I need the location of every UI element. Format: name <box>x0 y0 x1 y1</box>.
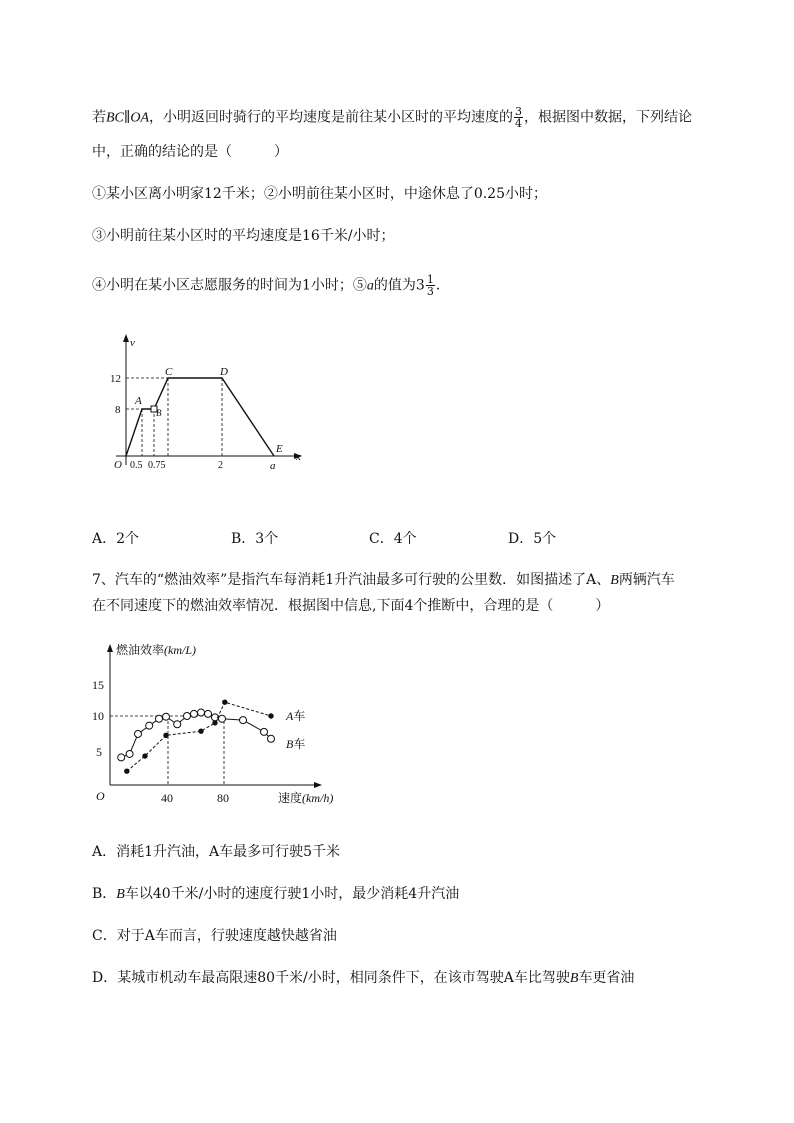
q6-statement-3: ③小明前往某小区时的平均速度是16千米/小时； <box>92 228 395 244</box>
q7-series-b-point <box>240 717 247 724</box>
q6-point-e-label: E <box>276 443 283 455</box>
q6-x-label: x <box>296 451 301 463</box>
q6-option-c-letter: C． <box>369 531 394 547</box>
q6-statement-1-2: ①某小区离小明家12千米；②小明前往某小区时，中途休息了0.25小时； <box>92 186 547 202</box>
q6-point-a-label: A <box>135 395 142 407</box>
q6-point-c-label: C <box>165 366 173 378</box>
q7-ytick-5: 5 <box>96 745 102 759</box>
q7-car-b-label <box>286 737 305 751</box>
q6-ytick-12: 12 <box>110 373 121 385</box>
q7-car-a-var: A <box>286 709 294 723</box>
q7-option-c[interactable]: C．对于A车而言，行驶速度越快越省油 <box>92 928 337 944</box>
q7-option-b-text: 车以40千米/小时的速度行驶1小时，最少消耗4升汽油 <box>124 886 460 902</box>
q7-series-a-point <box>213 721 217 725</box>
q6-stem-line1 <box>92 106 692 129</box>
q6-frac2-den: 3 <box>426 285 434 298</box>
q6-option-d[interactable] <box>508 529 556 549</box>
q7-x-arrow <box>314 782 322 788</box>
q7-series-b-point <box>219 715 226 722</box>
q7-x-label <box>278 790 333 805</box>
q7-y-arrow <box>107 644 113 652</box>
q7-series-b-point <box>118 754 125 761</box>
q7-series-b-line <box>121 713 271 758</box>
q6-xtick-2: 2 <box>218 460 223 471</box>
q7-option-d-text-a: D．某城市机动车最高限速80千米/小时，相同条件下，在该市驾驶A车比驾驶 <box>92 970 570 986</box>
q7-series-b-point <box>163 713 170 720</box>
q6-statement4-var: a <box>366 278 374 294</box>
q6-bc: BC <box>106 110 124 126</box>
q6-statement4-value: 的值为3 <box>373 277 425 294</box>
q6-stem-line2: 中，正确的结论的是（ ） <box>92 144 288 160</box>
q7-option-b-letter: B． <box>92 886 117 902</box>
q7-series-b-point <box>156 715 163 722</box>
q7-series-a-point <box>125 769 129 773</box>
q7-x-label-unit: (km/h) <box>302 791 334 805</box>
q6-option-b-letter: B． <box>231 531 256 547</box>
q7-option-b[interactable] <box>92 884 459 905</box>
q7-x-label-cn: 速度 <box>278 791 303 805</box>
q7-series-a-point <box>269 714 273 718</box>
q7-series-b-point <box>198 709 205 716</box>
q6-statement4-end: ． <box>435 277 450 294</box>
q7-series-b-point <box>268 735 275 742</box>
q7-stem-var-b: B <box>610 573 619 588</box>
q6-oa: OA <box>130 110 150 126</box>
q7-series-b-point <box>261 728 268 735</box>
q7-series-b-point <box>126 750 133 757</box>
q6-option-c-text: 4个 <box>393 531 417 547</box>
q6-option-a[interactable] <box>92 529 139 549</box>
q7-xtick-40: 40 <box>161 791 173 805</box>
q7-series-a-point <box>223 700 227 704</box>
q7-fuel-efficiency-chart <box>92 640 362 810</box>
q6-xtick-0.75: 0.75 <box>148 460 166 471</box>
q7-y-label-cn: 燃油效率 <box>116 643 165 657</box>
q6-ytick-8: 8 <box>115 404 121 416</box>
q7-stem-text-c: 两辆汽车 <box>618 572 675 588</box>
q6-stem-part2: ，小明返回时骑行的平均速度是前往某小区时的平均速度的 <box>149 109 514 126</box>
q7-car-b-var: B <box>286 737 294 751</box>
q6-stem-part3: ，根据图中数据，下列结论 <box>524 109 693 126</box>
q7-series-b-point <box>174 721 181 728</box>
q6-y-arrow <box>123 334 129 342</box>
q7-series-a-point <box>143 754 147 758</box>
q7-series-b-point <box>146 722 153 729</box>
q7-stem-line1 <box>92 570 675 591</box>
q7-y-label-unit: (km/L) <box>164 643 197 657</box>
q6-point-b-label: B <box>156 408 162 418</box>
q7-series-a-point <box>199 729 203 733</box>
q6-option-c[interactable] <box>369 529 417 549</box>
q6-option-d-text: 5个 <box>533 531 557 547</box>
q7-car-a-label <box>285 709 305 723</box>
q6-frac2-num: 1 <box>426 273 434 286</box>
q6-graph-line <box>126 378 274 456</box>
q7-series-a-point <box>164 733 168 737</box>
q7-ytick-15: 15 <box>92 678 104 692</box>
q7-y-label <box>116 642 196 657</box>
q7-series-b-point <box>205 710 212 717</box>
q6-fraction-3-4 <box>514 106 523 129</box>
q6-option-b-text: 3个 <box>255 531 279 547</box>
q7-series-b-point <box>184 713 191 720</box>
q6-stem-part1: 若 <box>92 109 106 126</box>
q6-frac-num: 3 <box>515 105 523 118</box>
q6-option-a-letter: A． <box>92 531 117 547</box>
q6-parallel-symbol: ∥ <box>123 109 131 126</box>
q7-stem-line2: 在不同速度下的燃油效率情况．根据图中信息,下面4个推断中，合理的是（ ） <box>92 598 610 614</box>
q7-option-a[interactable]: A．消耗1升汽油，A车最多可行驶5千米 <box>92 844 341 860</box>
q7-option-d-text-b: 车更省油 <box>578 970 635 986</box>
q6-frac-den: 4 <box>515 117 523 130</box>
q6-option-a-text: 2个 <box>116 531 140 547</box>
q7-car-a-cn: 车 <box>293 709 306 723</box>
q7-stem-text-a: 7、汽车的“燃油效率”是指汽车每消耗1升汽油最多可行驶的公里数．如图描述了A <box>92 572 597 588</box>
q6-graph <box>108 330 308 480</box>
q6-option-b[interactable] <box>231 529 278 549</box>
q7-ytick-10: 10 <box>92 709 104 723</box>
q7-series-b-point <box>191 710 198 717</box>
q7-series-b <box>118 709 275 761</box>
q7-origin: O <box>96 789 105 803</box>
q7-stem-sep: 、 <box>596 572 611 588</box>
q6-option-d-letter: D． <box>508 531 534 547</box>
q6-xtick-0.5: 0.5 <box>130 460 143 471</box>
q6-statement-4-5 <box>92 274 450 297</box>
q6-origin-label: O <box>114 459 122 471</box>
q6-point-d-label: D <box>220 366 228 378</box>
q6-xtick-a: a <box>270 460 276 472</box>
q6-y-label: v <box>130 337 135 349</box>
q7-option-d[interactable] <box>92 968 634 989</box>
q7-car-b-cn: 车 <box>293 737 306 751</box>
q7-xtick-80: 80 <box>217 791 229 805</box>
q6-statement4-text: ④小明在某小区志愿服务的时间为1小时；⑤ <box>92 277 367 294</box>
q7-series-b-point <box>135 730 142 737</box>
q7-option-d-var: B <box>569 971 579 986</box>
q6-fraction-1-3 <box>426 274 435 297</box>
q7-option-b-var: B <box>116 887 125 902</box>
